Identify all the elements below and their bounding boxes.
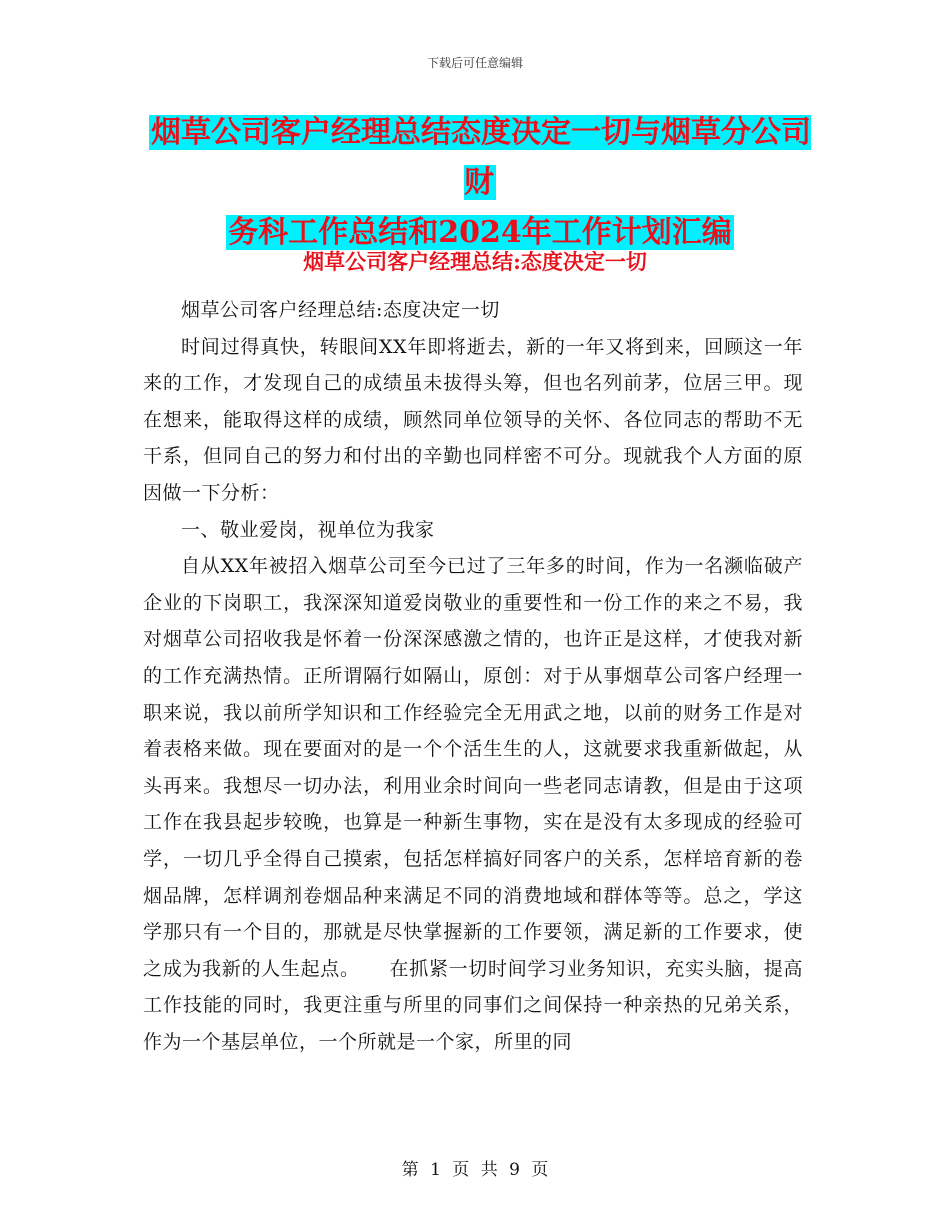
body-text xyxy=(143,292,803,1060)
document-title xyxy=(140,108,820,258)
paragraph-heading-1: 一、敬业爱岗，视单位为我家 xyxy=(181,518,435,541)
paragraph-subtitle: 烟草公司客户经理总结:态度决定一切 xyxy=(181,299,500,321)
paragraph-intro: 时间过得真快，转眼间XX年即将逝去，新的一年又将到来，回顾这一年来的工作，才发现自己的成绩虽未拔得头筹，但也名列前茅，位居三甲。现在想来，能取得这样的成绩，顾然同单位领导的关怀、各位同志的帮助不无干系，但同自己的努力和付出的辛勤也同样密不可分。现就我个人方面的原因做一下分析： xyxy=(143,335,803,504)
page-number: 第 1 页 共 9 页 xyxy=(401,1160,549,1180)
document-title-line-2: 务科工作总结和2024年工作计划汇编 xyxy=(228,215,732,250)
paragraph-body-1: 自从XX年被招入烟草公司至今已过了三年多的时间，作为一名濒临破产企业的下岗职工，我深深知道爱岗敬业的重要性和一份工作的来之不易，我对烟草公司招收我是怀着一份深深感激之情的，也许正是这样，才使我对新的工作充满热情。正所谓隔行如隔山，原创：对于从事烟草公司客户经理一职来说，我以前所学知识和工作经验完全无用武之地，以前的财务工作是对着表格来做。现在要面对的是一个个活生生的人，这就要求我重新做起，从头再来。我想尽一切办法，利用业余时间向一些老同志请教，但是由于这项工作在我县起步较晚，也算是一种新生事物，实在是没有太多现成的经验可学，一切几乎全得自己摸索，包括怎样搞好同客户的关系，怎样培育新的卷烟品牌，怎样调剂卷烟品种来满足不同的消费地域和群体等等。总之，学这学那只有一个目的，那就是尽快掌握新的工作要领，满足新的工作要求，使之成为我新的人生起点。 在抓紧一切时间学习业务知识，充实头脑，提高工作技能的同时，我更注重与所里的同事们之间保持一种亲热的兄弟关系，作为一个基层单位，一个所就是一个家，所里的同 xyxy=(143,555,803,1053)
document-title-line-1: 烟草公司客户经理总结态度决定一切与烟草分公司财 xyxy=(151,115,811,200)
section-title: 烟草公司客户经理总结:态度决定一切 xyxy=(303,249,647,274)
header-note: 下载后可任意编辑 xyxy=(426,56,523,70)
